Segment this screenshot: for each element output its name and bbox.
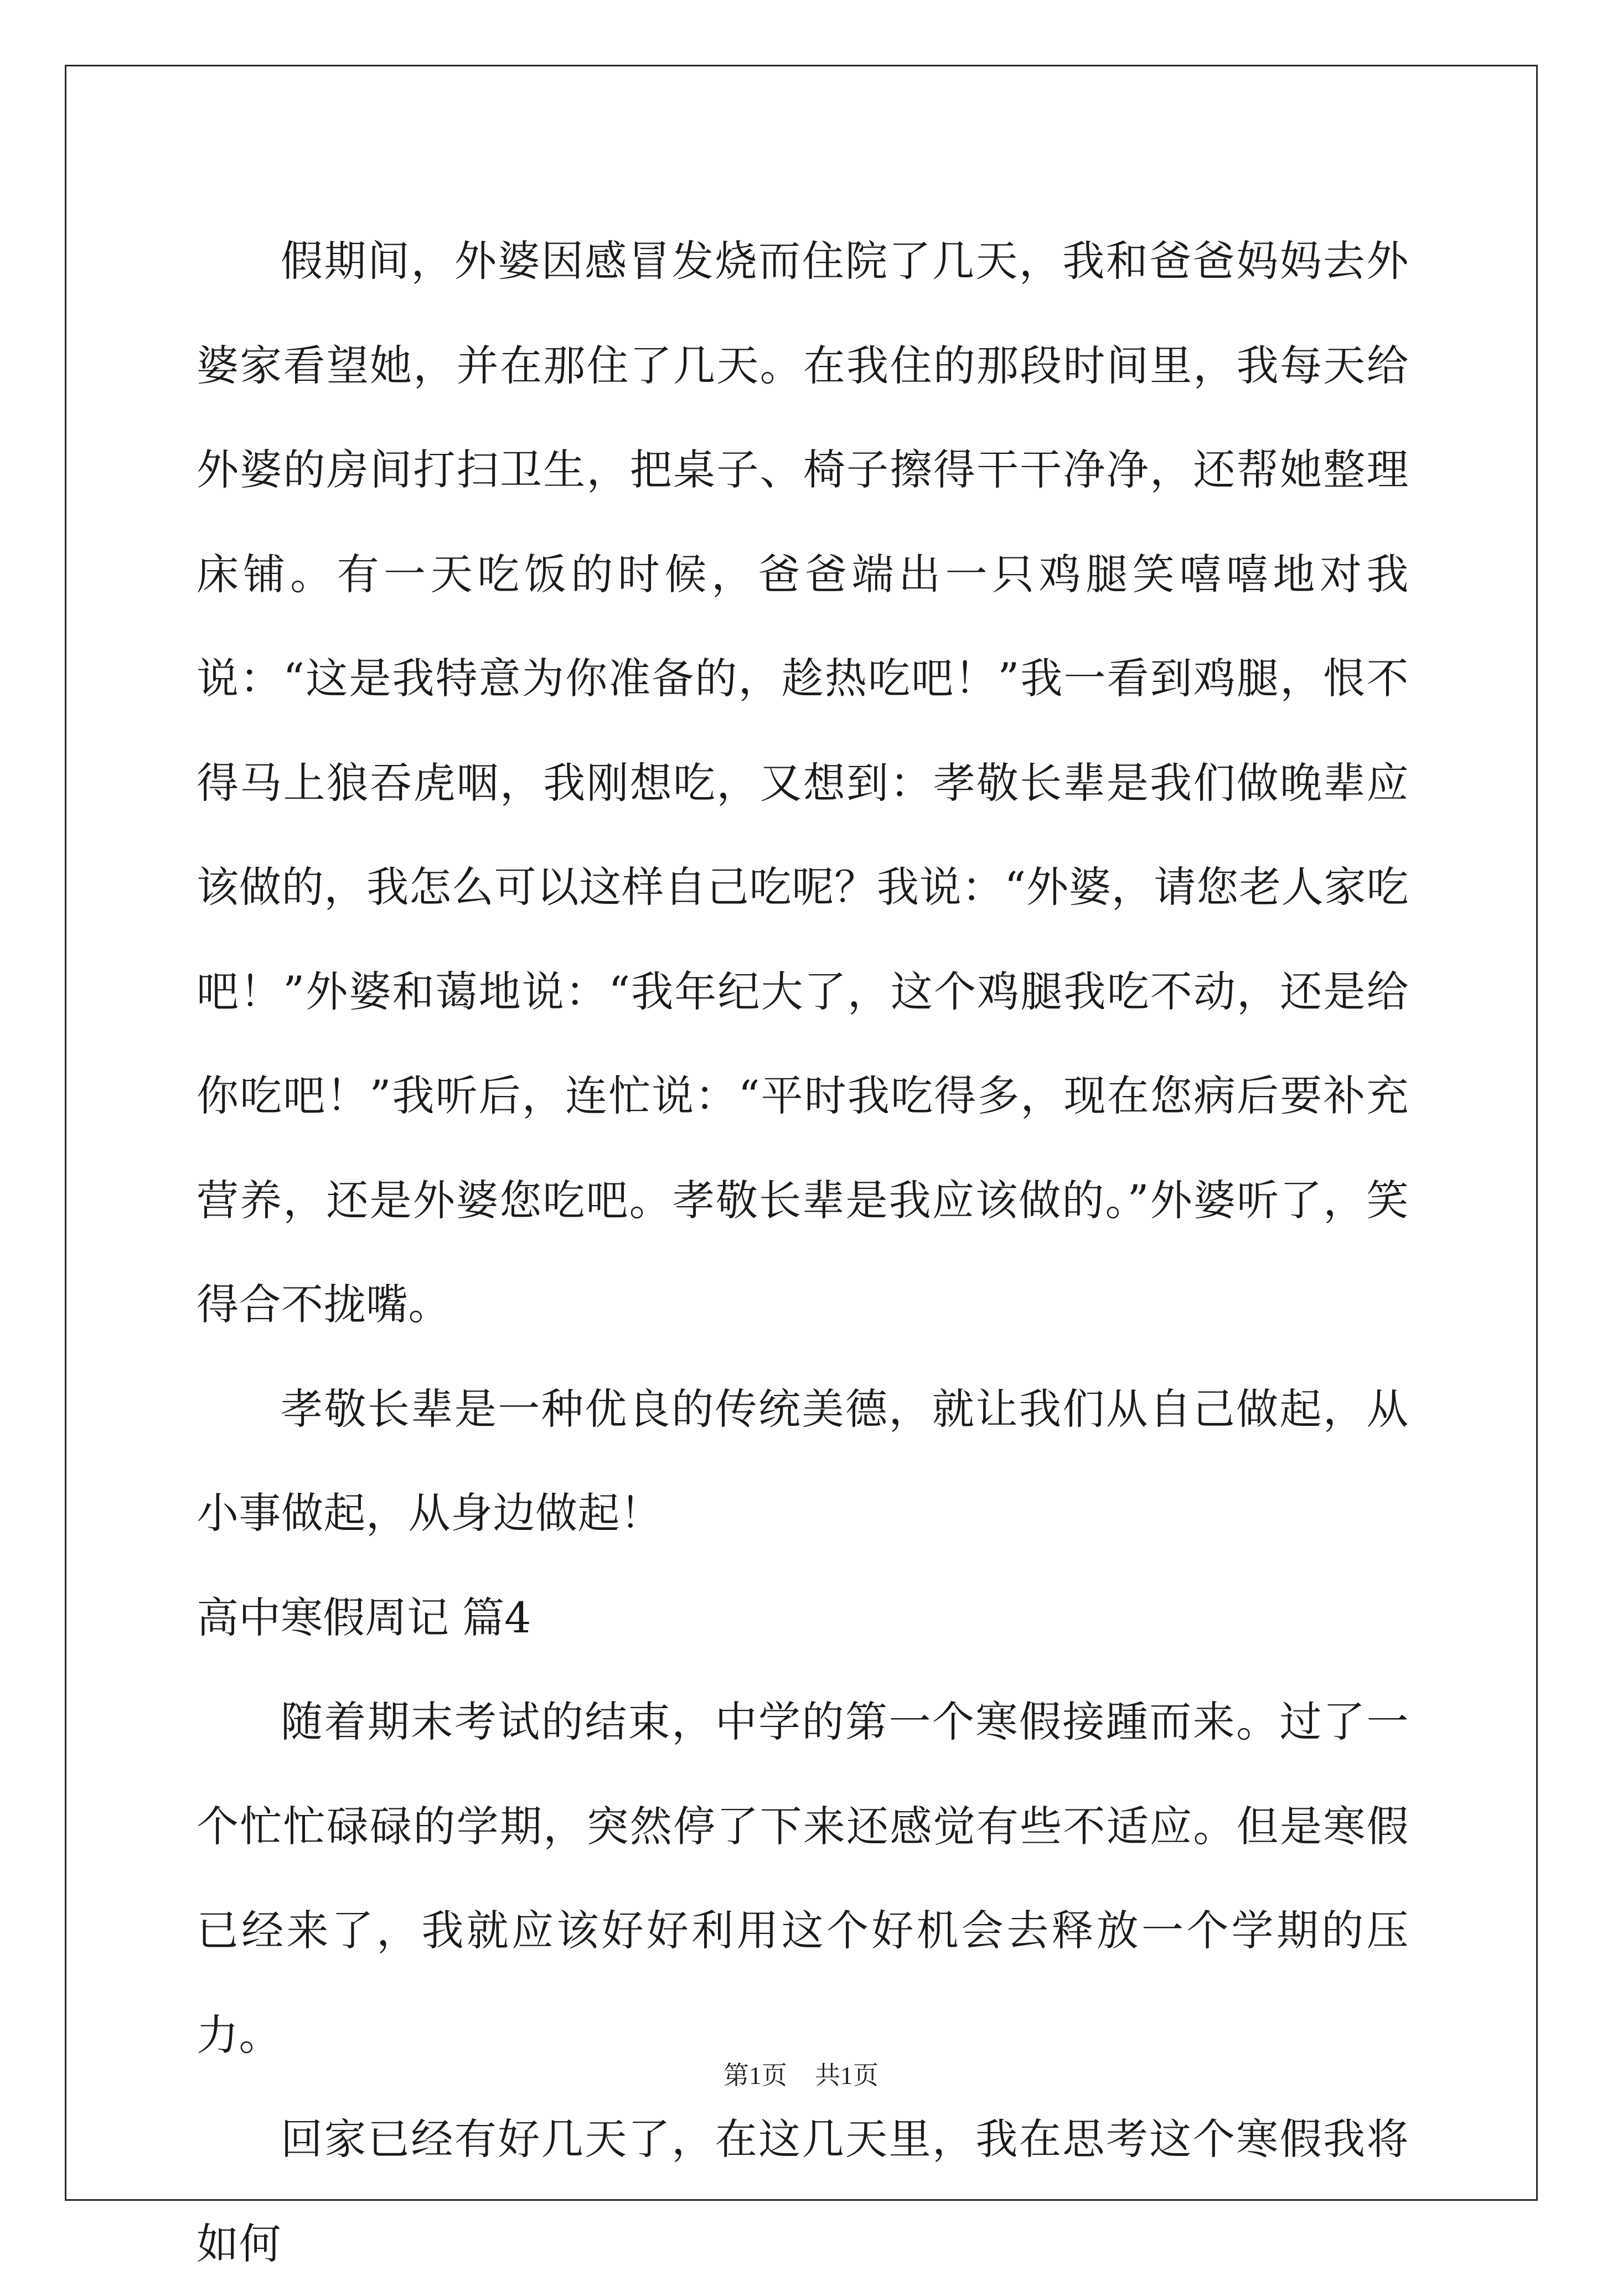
page-number-current: 第1页 [724,2061,787,2090]
page-number-total: 共1页 [815,2061,878,2090]
paragraph-2: 孝敬长辈是一种优良的传统美德，就让我们从自己做起，从小事做起，从身边做起！ [197,1384,1409,1538]
paragraph-4: 回家已经有好几天了，在这几天里，我在思考这个寒假我将如何 [197,2114,1409,2268]
section-heading: 高中寒假周记 篇4 [197,1592,531,1642]
document-body [197,209,1409,2296]
paragraph-1: 假期间，外婆因感冒发烧而住院了几天，我和爸爸妈妈去外婆家看望她，并在那住了几天。在我住的那段时间里，我每天给外婆的房间打扫卫生，把桌子、椅子擦得干干净净，还帮她整理床铺。有一天吃饭的时候，爸爸端出一只鸡腿笑嘻嘻地对我说：“这是我特意为你准备的，趁热吃吧！”我一看到鸡腿，恨不得马上狼吞虎咽，我刚想吃，又想到：孝敬长辈是我们做晚辈应该做的，我怎么可以这样自己吃呢？我说：“外婆，请您老人家吃吧！”外婆和蔼地说：“我年纪大了，这个鸡腿我吃不动，还是给你吃吧！”我听后，连忙说：“平时我吃得多，现在您病后要补充营养，还是外婆您吃吧。孝敬长辈是我应该做的。”外婆听了，笑得合不拢嘴。 [197,236,1409,1329]
page-footer [0,2059,1602,2092]
paragraph-3: 随着期末考试的结束，中学的第一个寒假接踵而来。过了一个忙忙碌碌的学期，突然停了下来还感觉有些不适应。但是寒假已经来了，我就应该好好利用这个好机会去释放一个学期的压力。 [197,1697,1409,2060]
